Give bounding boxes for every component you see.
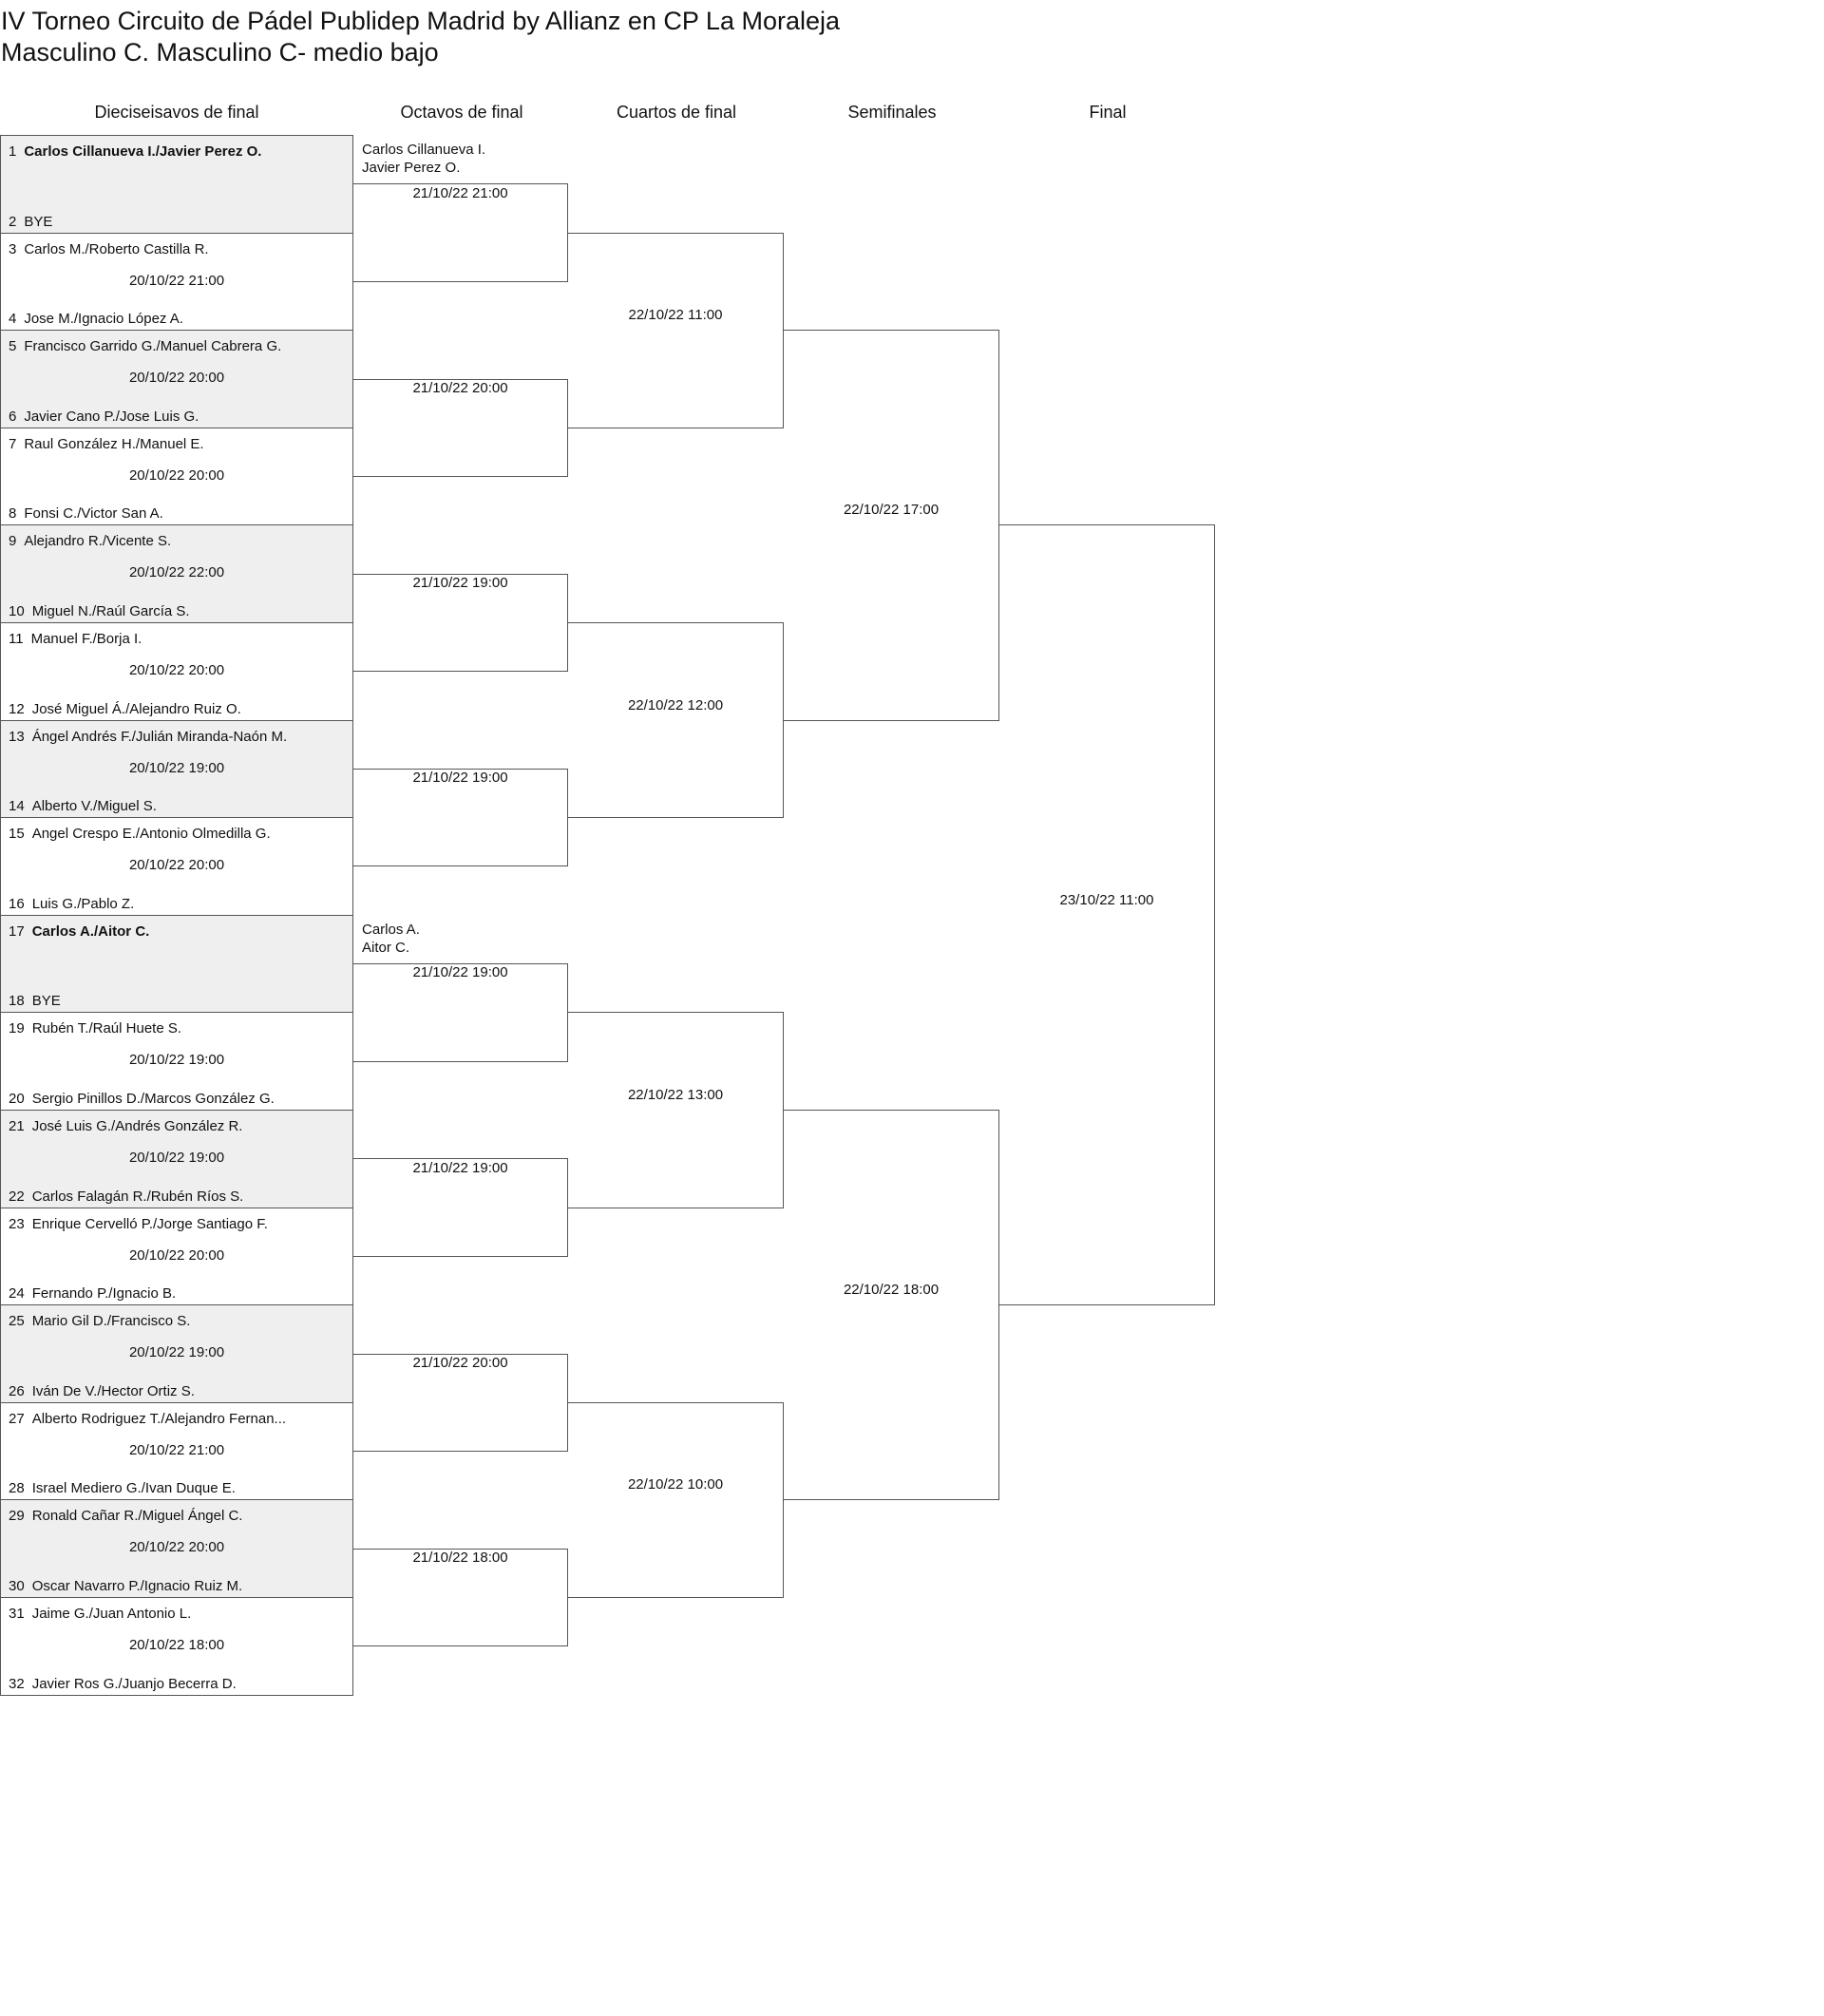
team-a bbox=[9, 1216, 268, 1232]
match-round-of-16[interactable] bbox=[353, 1158, 568, 1257]
match-round-of-16[interactable] bbox=[353, 963, 568, 1062]
match-date: 23/10/22 11:00 bbox=[1059, 891, 1154, 908]
team-b bbox=[9, 603, 190, 619]
team-b bbox=[9, 214, 52, 230]
advanced-team bbox=[362, 921, 420, 957]
match-r32[interactable] bbox=[0, 1012, 353, 1111]
match-r32[interactable] bbox=[0, 915, 353, 1014]
seed-number: 29 bbox=[9, 1508, 25, 1525]
match-date: 21/10/22 19:00 bbox=[412, 1159, 508, 1176]
team-a bbox=[9, 1313, 190, 1329]
match-quarterfinals[interactable] bbox=[568, 622, 784, 818]
team-name: Fonsi C./Victor San A. bbox=[24, 505, 163, 523]
match-date: 20/10/22 21:00 bbox=[128, 1441, 225, 1458]
seed-number: 18 bbox=[9, 993, 25, 1010]
team-b bbox=[9, 1480, 236, 1496]
round-header: Cuartos de final bbox=[616, 103, 737, 122]
team-b bbox=[9, 1383, 195, 1399]
match-date: 20/10/22 20:00 bbox=[128, 1539, 225, 1556]
match-quarterfinals[interactable] bbox=[568, 1012, 784, 1208]
match-r32[interactable] bbox=[0, 1110, 353, 1208]
match-quarterfinals[interactable] bbox=[568, 1402, 784, 1598]
seed-number: 23 bbox=[9, 1215, 25, 1232]
match-r32[interactable] bbox=[0, 428, 353, 526]
team-name: Alejandro R./Vicente S. bbox=[24, 533, 172, 550]
team-name: Rubén T./Raúl Huete S. bbox=[31, 1020, 182, 1037]
match-round-of-16[interactable] bbox=[353, 183, 568, 282]
advanced-team-line: Javier Perez O. bbox=[362, 160, 461, 176]
match-round-of-16[interactable] bbox=[353, 1549, 568, 1647]
seed-number: 31 bbox=[9, 1606, 25, 1622]
team-b bbox=[9, 701, 241, 717]
match-r32[interactable] bbox=[0, 817, 353, 916]
round-header: Dieciseisavos de final bbox=[94, 103, 259, 122]
team-b bbox=[9, 409, 199, 425]
seed-number: 7 bbox=[9, 435, 17, 452]
match-quarterfinals[interactable] bbox=[568, 233, 784, 428]
team-b bbox=[9, 993, 61, 1009]
team-a bbox=[9, 1606, 191, 1622]
team-b bbox=[9, 798, 157, 814]
team-name: Carlos M./Roberto Castilla R. bbox=[24, 240, 209, 257]
team-name: Mario Gil D./Francisco S. bbox=[31, 1313, 191, 1330]
seed-number: 13 bbox=[9, 728, 25, 745]
category-title: Masculino C. Masculino C- medio bajo bbox=[1, 38, 439, 67]
seed-number: 15 bbox=[9, 826, 25, 843]
team-name: Manuel F./Borja I. bbox=[30, 631, 142, 647]
seed-number: 27 bbox=[9, 1410, 25, 1427]
match-date: 20/10/22 19:00 bbox=[128, 1150, 225, 1166]
team-name: Angel Crespo E./Antonio Olmedilla G. bbox=[31, 826, 271, 843]
team-a bbox=[9, 631, 142, 647]
team-name: Francisco Garrido G./Manuel Cabrera G. bbox=[24, 338, 282, 355]
seed-number: 14 bbox=[9, 798, 25, 815]
team-a bbox=[9, 533, 171, 549]
seed-number: 10 bbox=[9, 602, 25, 619]
round-header: Octavos de final bbox=[400, 103, 523, 122]
team-b bbox=[9, 505, 163, 522]
match-date: 20/10/22 20:00 bbox=[128, 857, 225, 874]
seed-number: 16 bbox=[9, 895, 25, 912]
match-round-of-16[interactable] bbox=[353, 1354, 568, 1453]
match-semifinals[interactable] bbox=[784, 1110, 999, 1500]
team-name: Enrique Cervelló P./Jorge Santiago F. bbox=[31, 1215, 268, 1232]
match-r32[interactable] bbox=[0, 1304, 353, 1403]
match-r32[interactable] bbox=[0, 1597, 353, 1696]
seed-number: 30 bbox=[9, 1577, 25, 1594]
team-name: Alberto V./Miguel S. bbox=[31, 798, 157, 815]
team-name: Fernando P./Ignacio B. bbox=[31, 1285, 177, 1303]
seed-number: 19 bbox=[9, 1020, 25, 1037]
team-name: Luis G./Pablo Z. bbox=[31, 895, 135, 912]
match-r32[interactable] bbox=[0, 135, 353, 234]
team-a bbox=[9, 1508, 242, 1524]
seed-number: 26 bbox=[9, 1382, 25, 1399]
seed-number: 22 bbox=[9, 1188, 25, 1205]
match-r32[interactable] bbox=[0, 1499, 353, 1598]
team-b bbox=[9, 1676, 237, 1692]
seed-number: 1 bbox=[9, 143, 17, 160]
round-header: Semifinales bbox=[847, 103, 937, 122]
match-r32[interactable] bbox=[0, 233, 353, 332]
team-name: Carlos Cillanueva I./Javier Perez O. bbox=[24, 143, 262, 160]
seed-number: 2 bbox=[9, 213, 17, 230]
seed-number: 6 bbox=[9, 408, 17, 425]
match-r32[interactable] bbox=[0, 720, 353, 819]
team-b bbox=[9, 1578, 242, 1594]
team-a bbox=[9, 143, 261, 160]
match-date: 21/10/22 19:00 bbox=[412, 574, 508, 591]
team-name: Iván De V./Hector Ortiz S. bbox=[31, 1382, 195, 1399]
match-date: 22/10/22 11:00 bbox=[628, 307, 723, 324]
match-r32[interactable] bbox=[0, 1402, 353, 1501]
seed-number: 17 bbox=[9, 922, 25, 940]
advanced-team-line: Aitor C. bbox=[362, 939, 410, 956]
team-name: José Miguel Á./Alejandro Ruiz O. bbox=[31, 700, 241, 717]
match-date: 20/10/22 20:00 bbox=[128, 466, 225, 484]
team-a bbox=[9, 729, 287, 745]
team-b bbox=[9, 896, 134, 912]
advanced-team-line: Carlos Cillanueva I. bbox=[362, 142, 486, 158]
seed-number: 8 bbox=[9, 505, 17, 523]
match-r32[interactable] bbox=[0, 524, 353, 623]
match-final[interactable] bbox=[999, 524, 1215, 1305]
team-b bbox=[9, 311, 183, 327]
team-name: Carlos Falagán R./Rubén Ríos S. bbox=[31, 1188, 244, 1205]
advanced-team bbox=[362, 141, 485, 177]
match-date: 22/10/22 17:00 bbox=[843, 502, 940, 519]
seed-number: 24 bbox=[9, 1285, 25, 1303]
team-name: Oscar Navarro P./Ignacio Ruiz M. bbox=[31, 1577, 243, 1594]
match-r32[interactable] bbox=[0, 1208, 353, 1306]
match-date: 22/10/22 18:00 bbox=[843, 1282, 940, 1299]
team-a bbox=[9, 923, 149, 940]
team-a bbox=[9, 338, 281, 354]
team-name: Javier Ros G./Juanjo Becerra D. bbox=[31, 1675, 237, 1692]
team-name: Javier Cano P./Jose Luis G. bbox=[24, 408, 200, 425]
team-a bbox=[9, 1020, 181, 1037]
team-name: Jose M./Ignacio López A. bbox=[24, 311, 183, 328]
team-name: Ángel Andrés F./Julián Miranda-Naón M. bbox=[31, 728, 288, 745]
match-date: 22/10/22 10:00 bbox=[627, 1476, 724, 1493]
seed-number: 28 bbox=[9, 1480, 25, 1497]
match-date: 21/10/22 19:00 bbox=[412, 964, 508, 981]
match-date: 21/10/22 18:00 bbox=[412, 1549, 508, 1566]
team-name: Jaime G./Juan Antonio L. bbox=[31, 1606, 192, 1622]
match-date: 21/10/22 19:00 bbox=[412, 770, 508, 787]
seed-number: 3 bbox=[9, 240, 17, 257]
match-date: 21/10/22 20:00 bbox=[412, 1354, 508, 1371]
match-date: 20/10/22 19:00 bbox=[128, 759, 225, 776]
team-name: Miguel N./Raúl García S. bbox=[31, 602, 190, 619]
seed-number: 12 bbox=[9, 700, 25, 717]
team-name: José Luis G./Andrés González R. bbox=[31, 1118, 243, 1134]
match-date: 20/10/22 21:00 bbox=[128, 272, 225, 289]
advanced-team-line: Carlos A. bbox=[362, 921, 420, 938]
team-name: Raul González H./Manuel E. bbox=[24, 435, 204, 452]
match-semifinals[interactable] bbox=[784, 330, 999, 720]
team-b bbox=[9, 1285, 176, 1302]
seed-number: 32 bbox=[9, 1675, 25, 1692]
match-date: 21/10/22 20:00 bbox=[412, 379, 508, 396]
match-r32[interactable] bbox=[0, 330, 353, 428]
match-date: 22/10/22 12:00 bbox=[627, 696, 724, 713]
team-name: Carlos A./Aitor C. bbox=[31, 922, 150, 940]
seed-number: 9 bbox=[9, 533, 17, 550]
match-date: 20/10/22 20:00 bbox=[128, 370, 225, 387]
seed-number: 5 bbox=[9, 338, 17, 355]
tournament-title: IV Torneo Circuito de Pádel Publidep Madrid by Allianz en CP La Moraleja bbox=[1, 7, 841, 35]
seed-number: 20 bbox=[9, 1090, 25, 1107]
match-date: 20/10/22 20:00 bbox=[128, 662, 225, 678]
match-date: 21/10/22 21:00 bbox=[412, 184, 508, 201]
team-a bbox=[9, 1118, 242, 1134]
team-name: Sergio Pinillos D./Marcos González G. bbox=[31, 1090, 275, 1107]
team-b bbox=[9, 1189, 243, 1205]
team-name: BYE bbox=[31, 993, 61, 1010]
team-a bbox=[9, 1411, 286, 1427]
match-round-of-16[interactable] bbox=[353, 769, 568, 867]
match-date: 20/10/22 19:00 bbox=[128, 1052, 225, 1069]
seed-number: 25 bbox=[9, 1313, 25, 1330]
match-r32[interactable] bbox=[0, 622, 353, 721]
team-b bbox=[9, 1091, 275, 1107]
match-date: 20/10/22 18:00 bbox=[128, 1637, 225, 1653]
round-header: Final bbox=[1089, 103, 1127, 122]
seed-number: 4 bbox=[9, 311, 17, 328]
team-a bbox=[9, 436, 204, 452]
match-date: 20/10/22 22:00 bbox=[128, 564, 225, 581]
match-date: 22/10/22 13:00 bbox=[627, 1086, 724, 1103]
team-name: Alberto Rodriguez T./Alejandro Fernan... bbox=[31, 1410, 287, 1427]
match-round-of-16[interactable] bbox=[353, 379, 568, 478]
team-a bbox=[9, 826, 271, 842]
match-date: 20/10/22 19:00 bbox=[128, 1344, 225, 1361]
seed-number: 11 bbox=[9, 631, 24, 647]
team-a bbox=[9, 241, 209, 257]
match-date: 20/10/22 20:00 bbox=[128, 1246, 225, 1264]
team-name: Israel Mediero G./Ivan Duque E. bbox=[31, 1480, 236, 1497]
team-name: Ronald Cañar R./Miguel Ángel C. bbox=[31, 1508, 243, 1525]
seed-number: 21 bbox=[9, 1118, 25, 1134]
team-name: BYE bbox=[24, 213, 53, 230]
match-round-of-16[interactable] bbox=[353, 574, 568, 673]
